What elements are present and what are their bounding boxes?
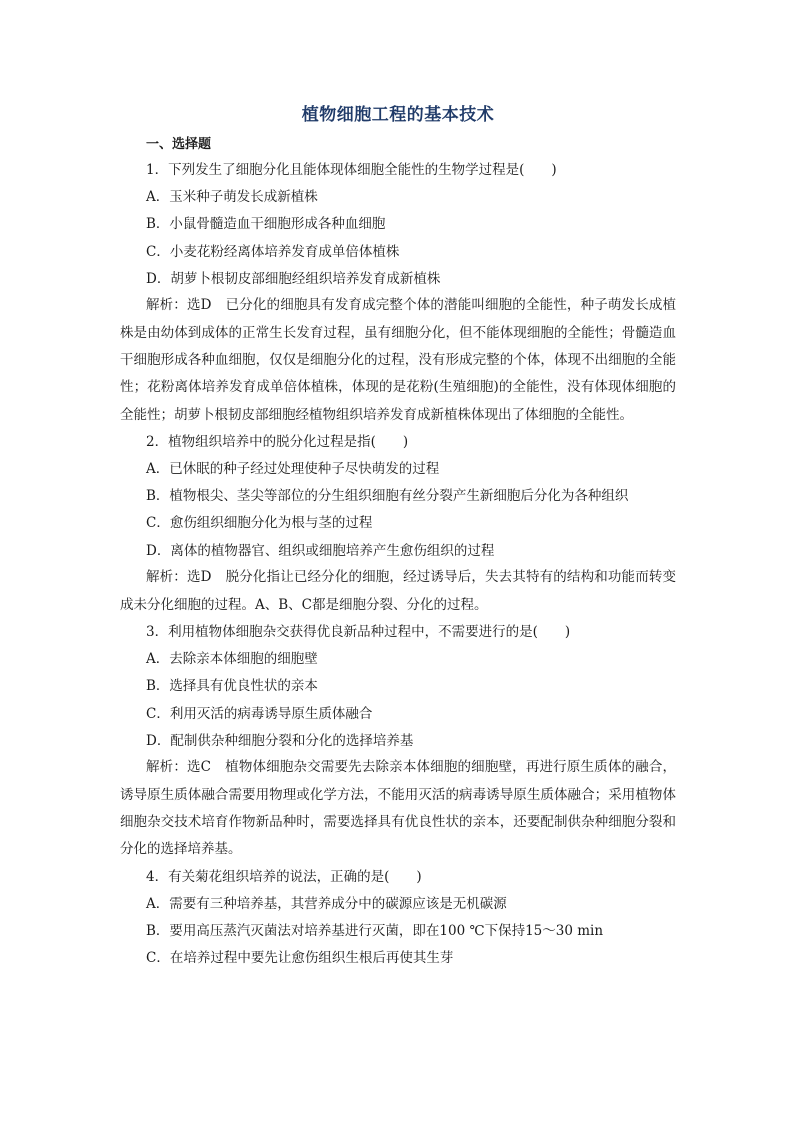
option-c: C．愈伤组织细胞分化为根与茎的过程 <box>146 515 373 532</box>
question-2 <box>120 433 676 619</box>
option-a: A．玉米种子萌发长成新植株 <box>146 189 318 206</box>
analysis-text: 植物体细胞杂交需要先去除亲本体细胞的细胞壁，再进行原生质体的融合，诱导原生质体融合需要用物理或化学方法，不能用灭活的病毒诱导原生质体融合；采用植物体细胞杂交技术培育作物新品种时，需要选择具有优良性状的亲本，还要配制供杂种细胞分裂和分化的选择培养基。 <box>120 759 676 858</box>
question-4 <box>120 868 676 968</box>
analysis <box>120 754 676 863</box>
option-d: D．配制供杂种细胞分裂和分化的选择培养基 <box>146 732 414 749</box>
document-page <box>120 100 676 976</box>
section-heading: 一、选择题 <box>146 137 212 152</box>
option-b: B．要用高压蒸汽灭菌法对培养基进行灭菌，即在100 ℃下保持15～30 min <box>146 922 604 939</box>
option-d: D．胡萝卜根韧皮部细胞经组织培养发育成新植株 <box>146 270 441 287</box>
option-b: B．植物根尖、茎尖等部位的分生组织细胞有丝分裂产生新细胞后分化为各种组织 <box>146 488 629 505</box>
option-a: A．需要有三种培养基，其营养成分中的碳源应该是无机碳源 <box>146 895 507 912</box>
option-d: D．离体的植物器官、组织或细胞培养产生愈伤组织的过程 <box>146 542 495 559</box>
analysis-label: 解析：选C <box>146 759 211 776</box>
question-stem: 3．利用植物体细胞杂交获得优良新品种过程中，不需要进行的是( ) <box>146 623 571 640</box>
analysis-label: 解析：选D <box>146 297 212 314</box>
analysis-text: 已分化的细胞具有发育成完整个体的潜能叫细胞的全能性，种子萌发长成植株是由幼体到成体的正常生长发育过程，虽有细胞分化，但不能体现细胞的全能性；骨髓造血干细胞形成各种血细胞，仅仅是细胞分化的过程，没有形成完整的个体，体现不出细胞的全能性；花粉离体培养发育成单倍体植株，体现的是花粉(生殖细胞)的全能性，没有体现体细胞的全能性；胡萝卜根韧皮部细胞经植物组织培养发育成新植株体现出了体细胞的全能性。 <box>120 297 676 423</box>
analysis-label: 解析：选D <box>146 569 212 586</box>
option-c: C．小麦花粉经离体培养发育成单倍体植株 <box>146 243 400 260</box>
option-c: C．在培养过程中要先让愈伤组织生根后再使其生芽 <box>146 950 454 967</box>
option-b: B．小鼠骨髓造血干细胞形成各种血细胞 <box>146 216 386 233</box>
question-1 <box>120 161 676 429</box>
option-a: A．已休眠的种子经过处理使种子尽快萌发的过程 <box>146 461 440 478</box>
analysis-text: 脱分化指让已经分化的细胞，经过诱导后，失去其特有的结构和功能而转变成未分化细胞的过程。A、B、C都是细胞分裂、分化的过程。 <box>120 569 676 613</box>
option-b: B．选择具有优良性状的亲本 <box>146 678 318 695</box>
question-3 <box>120 623 676 864</box>
option-c: C．利用灭活的病毒诱导原生质体融合 <box>146 705 373 722</box>
analysis <box>120 292 676 428</box>
question-stem: 4．有关菊花组织培养的说法，正确的是( ) <box>146 868 422 885</box>
option-a: A．去除亲本体细胞的细胞壁 <box>146 651 318 668</box>
question-stem: 1．下列发生了细胞分化且能体现体细胞全能性的生物学过程是( ) <box>146 162 557 178</box>
question-stem: 2．植物组织培养中的脱分化过程是指( ) <box>146 433 409 450</box>
document-title: 植物细胞工程的基本技术 <box>301 105 495 125</box>
analysis <box>120 564 676 619</box>
